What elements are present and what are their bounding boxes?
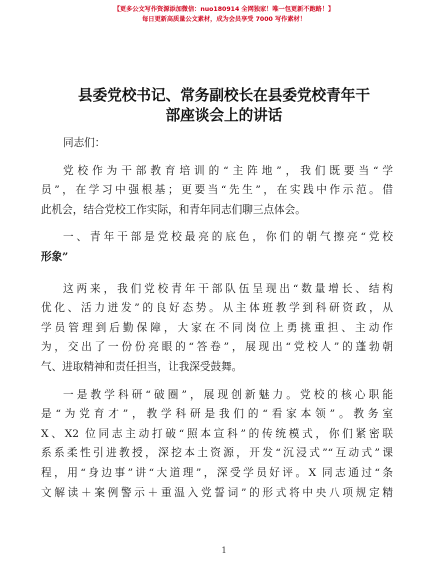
document-body: [41, 134, 393, 503]
paragraph-line: 学员管理到后勤保障，大家在不同岗位上勇挑重担、主动作: [41, 321, 393, 334]
promo-banner-line-1: 【更多公文写作资源添加微信：nuo180914 全网独家！唯一包更新不跑路！】: [113, 6, 335, 13]
promo-banner: [0, 5, 448, 25]
paragraph-line: 程，用“身边事”讲“大道理”，深受学员好评。X 同志通过“条: [41, 466, 393, 479]
document-title-line-2: 部座谈会上的讲话: [165, 107, 283, 124]
section-heading-1: [41, 228, 393, 267]
heading-line: 一、青年干部是党校最亮的底色，你们的朝气擦亮“党校: [63, 231, 393, 244]
paragraph-intro: [41, 162, 393, 221]
document-title-line-1: 县委党校书记、常务副校长在县委党校青年干: [78, 87, 370, 104]
paragraph-line: 是“为党育才”，教学科研是我们的“看家本领”。教务室: [41, 408, 393, 421]
paragraph-line: X、X2 位同志主动打破“照本宣科”的传统模式，你们紧密联: [41, 427, 393, 440]
page-number: 1: [221, 546, 227, 555]
salutation: 同志们：: [63, 137, 106, 149]
paragraph-youth: [41, 280, 393, 378]
heading-line: 形象”: [41, 250, 69, 263]
paragraph-line: 优化、活力迸发”的良好态势。从主体班教学到科研资政，从: [41, 302, 393, 315]
document-title: [40, 86, 408, 126]
paragraph-line: 员”，在学习中强根基；更要当“先生”，在实践中作示范。借: [41, 184, 393, 197]
paragraph-line: 党校作为干部教育培训的“主阵地”，我们既要当“学: [63, 164, 393, 177]
paragraph-line: 气、进取精神和责任担当，让我深受鼓舞。: [41, 360, 243, 373]
promo-banner-line-2: 每日更新高质量公文素材，成为会员享受 7000 写作素材！: [142, 16, 306, 23]
paragraph-line: 这两来，我们党校青年干部队伍呈现出“数量增长、结构: [63, 282, 393, 295]
paragraph-line: 一是教学科研“破圈”，展现创新魅力。党校的核心职能: [63, 388, 393, 401]
paragraph-line: 为，交出了一份份亮眼的“答卷”，展现出“党校人”的蓬勃朝: [41, 341, 393, 354]
paragraph-teaching: [41, 386, 393, 504]
paragraph-line: 系系柔性引进教授，深挖本土资源，开发“沉浸式”“互动式”课: [41, 447, 393, 460]
paragraph-line: 文解读＋案例警示＋重温入党誓词”的形式将中央八项规定精: [41, 486, 393, 499]
paragraph-line: 此机会，结合党校工作实际，和青年同志们聊三点体会。: [41, 203, 306, 216]
